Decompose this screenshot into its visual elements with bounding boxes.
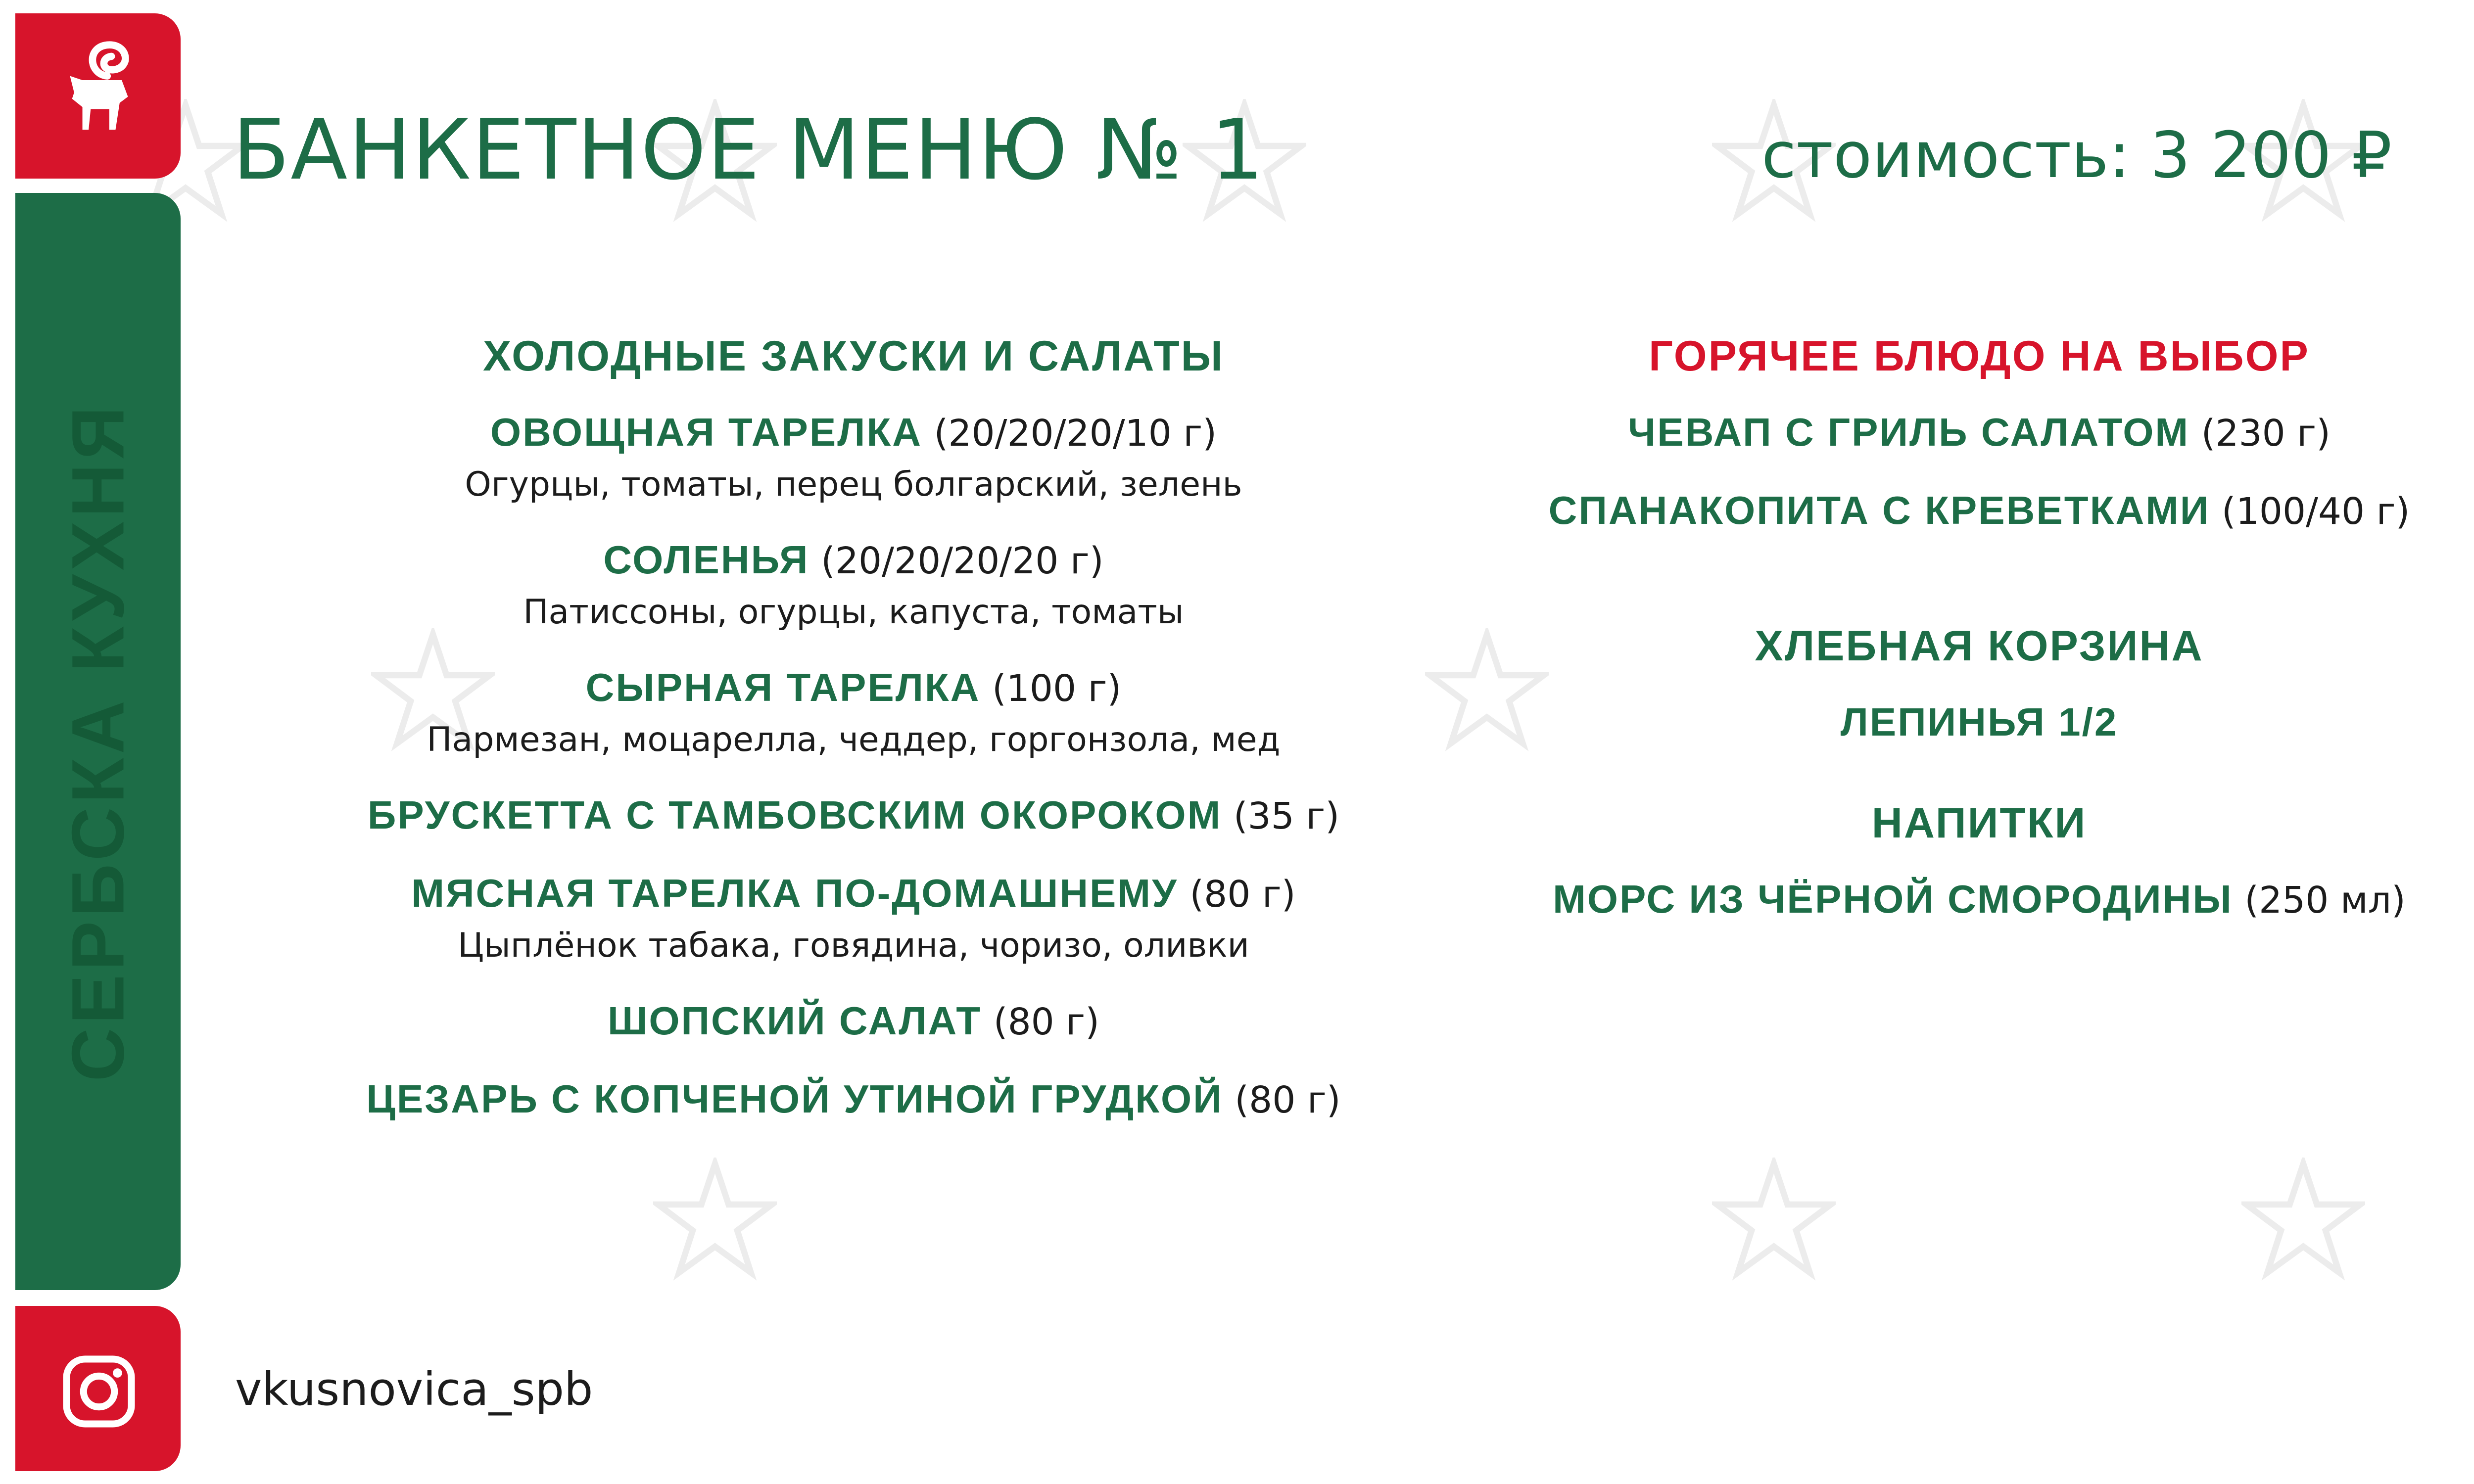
section-heading: ГОРЯЧЕЕ БЛЮДО НА ВЫБОР [1649, 332, 2310, 380]
item-name: МЯСНАЯ ТАРЕЛКА ПО-ДОМАШНЕМУ [411, 871, 1178, 915]
item-name: БРУСКЕТТА С ТАМБОВСКИМ ОКОРОКОМ [367, 793, 1222, 837]
item-weight: (80 г) [1235, 1079, 1341, 1121]
item-description: Патиссоны, огурцы, капуста, томаты [523, 593, 1184, 632]
cold-starters-section [361, 326, 1346, 1151]
section-heading: ХОЛОДНЫЕ ЗАКУСКИ И САЛАТЫ [483, 332, 1224, 380]
section-heading: НАПИТКИ [1871, 799, 2087, 847]
menu-item [361, 994, 1346, 1049]
menu-item [361, 661, 1346, 765]
item-name: ОВОЩНАЯ ТАРЕЛКА [490, 410, 922, 454]
menu-item [1514, 873, 2444, 927]
right-menu-column [1514, 326, 2444, 951]
item-description: Огурцы, томаты, перец болгарский, зелень [465, 465, 1242, 504]
item-weight: (20/20/20/20 г) [821, 540, 1104, 582]
item-weight: (100 г) [992, 667, 1122, 710]
item-weight: (230 г) [2201, 412, 2331, 455]
menu-item [361, 867, 1346, 971]
item-description: Цыплёнок табака, говядина, чоризо, оливки [458, 926, 1249, 965]
menu-item [361, 406, 1346, 510]
item-weight: (80 г) [993, 1001, 1100, 1043]
goat-logo-icon [47, 35, 151, 148]
menu-item [361, 1072, 1346, 1127]
instagram-handle[interactable]: vkusnovica_spb [235, 1363, 593, 1416]
menu-item [1514, 406, 2444, 460]
watermark-star-icon [2241, 1158, 2365, 1281]
item-name: СПАНАКОПИТА С КРЕВЕТКАМИ [1548, 488, 2210, 532]
item-name: ЦЕЗАРЬ С КОПЧЕНОЙ УТИНОЙ ГРУДКОЙ [366, 1077, 1223, 1121]
item-weight: (80 г) [1189, 873, 1296, 916]
menu-item [361, 788, 1346, 843]
item-name: МОРС ИЗ ЧЁРНОЙ СМОРОДИНЫ [1553, 877, 2233, 921]
item-weight: (250 мл) [2244, 879, 2406, 922]
item-name: СОЛЕНЬЯ [603, 538, 809, 582]
item-weight: (35 г) [1233, 795, 1340, 837]
menu-price: стоимость: 3 200 ₽ [1761, 119, 2392, 192]
item-name: СЫРНАЯ ТАРЕЛКА [585, 665, 981, 709]
watermark-star-icon [1712, 1158, 1836, 1281]
item-name: ЧЕВАП С ГРИЛЬ САЛАТОМ [1628, 410, 2190, 454]
page-title: БАНКЕТНОЕ МЕНЮ № 1 [233, 101, 1265, 198]
section-heading: ХЛЕБНАЯ КОРЗИНА [1755, 622, 2204, 670]
instagram-icon[interactable] [60, 1353, 138, 1430]
menu-item [1514, 484, 2444, 538]
item-weight: (100/40 г) [2221, 490, 2410, 533]
item-description: Пармезан, моцарелла, чеддер, горгонзола, мед [427, 720, 1281, 759]
item-weight: (20/20/20/10 г) [934, 412, 1217, 455]
menu-item [1514, 696, 2444, 750]
watermark-star-icon [653, 1158, 777, 1281]
item-name: ЛЕПИНЬЯ 1/2 [1840, 700, 2118, 744]
menu-item [361, 533, 1346, 637]
side-banner-label: СЕРБСКА КУХНЯ [56, 402, 140, 1082]
item-name: ШОПСКИЙ САЛАТ [607, 999, 982, 1043]
